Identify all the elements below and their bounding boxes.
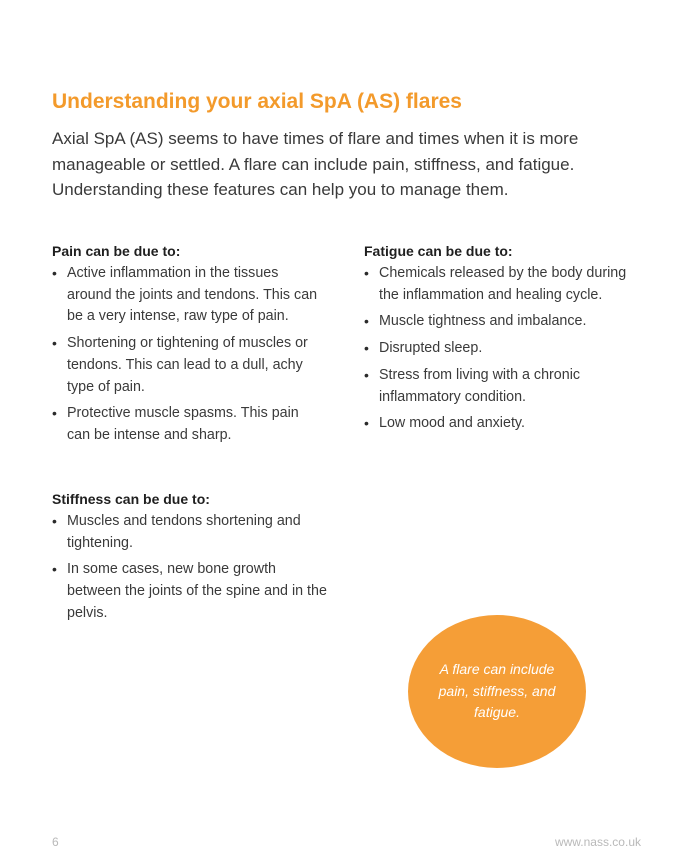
bullet-icon: • xyxy=(52,405,57,422)
list-item: • Shortening or tightening of muscles or tendons. This can lead to a dull, achy type of pain. xyxy=(52,335,308,395)
bullet-icon: • xyxy=(52,335,57,352)
list-item: • In some cases, new bone growth between the joints of the spine and in the pelvis. xyxy=(52,561,327,621)
list-item: • Muscles and tendons shortening and tightening. xyxy=(52,513,301,551)
bullet-icon: • xyxy=(52,561,57,578)
bullet-icon: • xyxy=(364,265,369,281)
list-item: • Protective muscle spasms. This pain can be intense and sharp. xyxy=(52,405,299,443)
pain-list xyxy=(52,263,322,447)
fatigue-section xyxy=(364,243,634,440)
intro-paragraph: Axial SpA (AS) seems to have times of flare and times when it is more manageable or settled. A flare can include pain, stiffness, and fatigue. Understanding these features can help you to manage them. xyxy=(52,129,579,199)
flare-callout-text: A flare can include pain, stiffness, and fatigue. xyxy=(438,661,556,721)
list-item: • Muscle tightness and imbalance. xyxy=(364,311,634,333)
stiffness-list xyxy=(52,511,332,625)
website-link[interactable]: www.nass.co.uk xyxy=(554,835,641,849)
bullet-icon: • xyxy=(364,415,369,432)
bullet-icon: • xyxy=(364,366,369,383)
page-title: Understanding your axial SpA (AS) flares xyxy=(52,90,462,113)
pain-section xyxy=(52,243,322,452)
flare-callout-circle xyxy=(408,615,586,768)
fatigue-heading: Fatigue can be due to: xyxy=(364,243,513,259)
list-item: • Stress from living with a chronic inflammatory condition. xyxy=(364,366,581,405)
bullet-icon: • xyxy=(364,313,369,330)
fatigue-list xyxy=(364,263,634,435)
bullet-icon: • xyxy=(52,265,57,281)
page-number: 6 xyxy=(52,835,59,849)
list-item: • Disrupted sleep. xyxy=(364,338,634,360)
stiffness-heading: Stiffness can be due to: xyxy=(52,491,210,507)
pain-heading: Pain can be due to: xyxy=(52,243,181,259)
list-item: • Active inflammation in the tissues around the joints and tendons. This can be a very intense, raw type of pain. xyxy=(52,265,318,325)
list-item: • Low mood and anxiety. xyxy=(364,413,634,435)
stiffness-section xyxy=(52,491,332,630)
bullet-icon: • xyxy=(52,513,57,529)
bullet-icon: • xyxy=(364,340,369,357)
list-item: • Chemicals released by the body during the inflammation and healing cycle. xyxy=(364,265,627,303)
